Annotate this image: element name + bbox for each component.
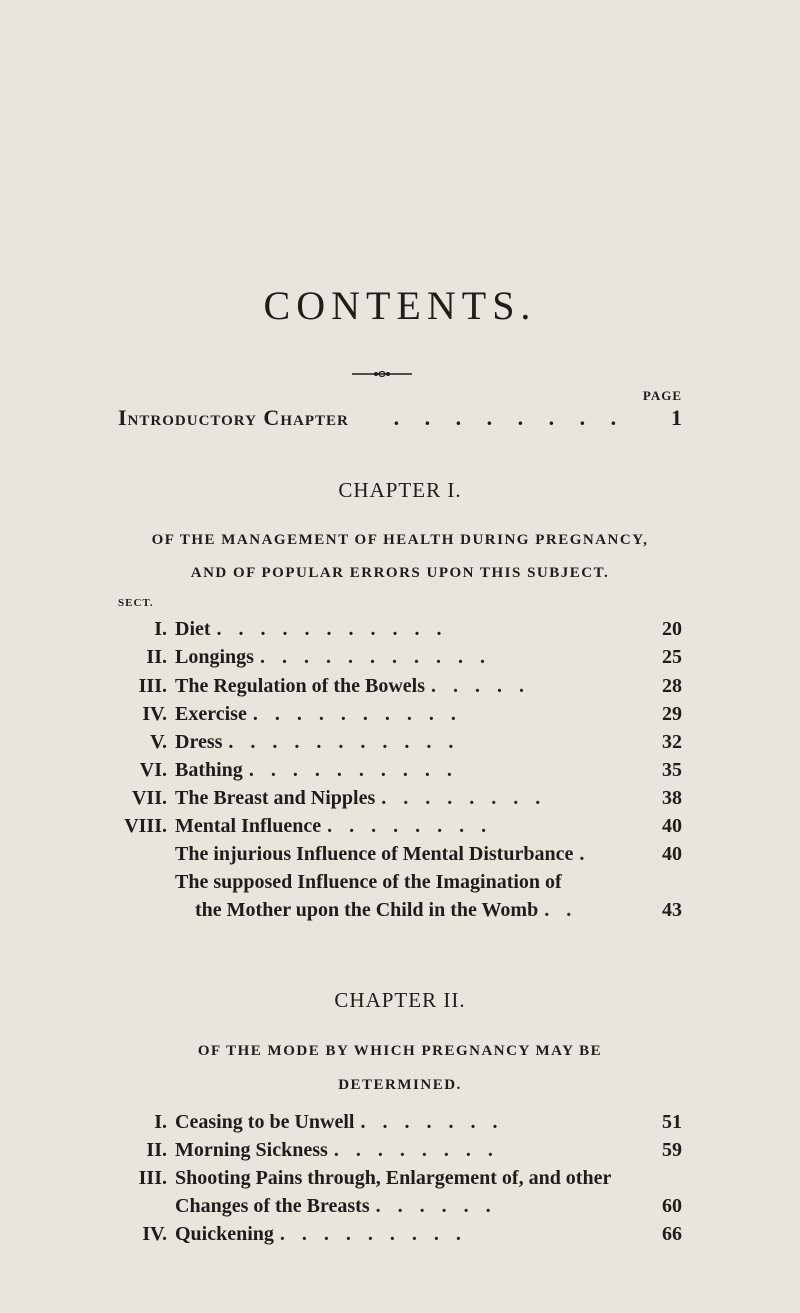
toc-entry-label: The Regulation of the Bowels bbox=[175, 675, 425, 697]
chapter-2-subtitle-line-2: DETERMINED. bbox=[338, 1077, 462, 1093]
toc-entry-number: II. bbox=[146, 646, 167, 668]
toc-entry-number: VI. bbox=[139, 759, 167, 781]
toc-entry bbox=[105, 1139, 682, 1165]
toc-entry-label: Diet bbox=[175, 618, 211, 640]
toc-entry bbox=[105, 1167, 682, 1193]
toc-leader-dots: . . bbox=[544, 899, 578, 921]
toc-entry bbox=[105, 675, 682, 701]
toc-leader-dots: . . . . . . . . . . bbox=[252, 703, 462, 725]
toc-leader-dots: . . . . . . . . . . . bbox=[259, 646, 491, 668]
toc-entry-page: 66 bbox=[662, 1223, 682, 1245]
toc-entry-label: Changes of the Breasts bbox=[175, 1195, 370, 1217]
toc-entry-page: 35 bbox=[662, 759, 682, 781]
toc-entry-number: III. bbox=[138, 675, 167, 697]
chapter-2-heading: CHAPTER II. bbox=[334, 988, 466, 1012]
toc-leader-dots: . bbox=[579, 843, 591, 865]
toc-entry-label: Bathing bbox=[175, 759, 243, 781]
toc-entry bbox=[105, 787, 682, 813]
toc-entry-number: III. bbox=[138, 1167, 167, 1189]
toc-leader-dots: . . . . . . . . bbox=[327, 815, 493, 837]
toc-entry-label: Mental Influence bbox=[175, 815, 322, 837]
toc-entry-page: 32 bbox=[662, 731, 682, 753]
toc-leader-dots: . . . . . . . . bbox=[381, 787, 547, 809]
toc-leader-dots: . . . . . . . . . . bbox=[248, 759, 458, 781]
toc-entry-label: the Mother upon the Child in the Womb bbox=[195, 899, 539, 921]
toc-leader-dots: . . . . . . . . bbox=[333, 1139, 499, 1161]
toc-subentry bbox=[175, 843, 682, 869]
toc-entry-label: Exercise bbox=[175, 703, 247, 725]
section-label: SECT. bbox=[118, 597, 154, 609]
toc-entry-page: 60 bbox=[662, 1195, 682, 1217]
toc-entry bbox=[105, 815, 682, 841]
toc-entry bbox=[105, 703, 682, 729]
toc-subentry bbox=[175, 871, 682, 897]
toc-entry-page: 43 bbox=[662, 899, 682, 921]
toc-entry-label: Shooting Pains through, Enlargement of, and other bbox=[175, 1167, 612, 1189]
toc-entry-page: 25 bbox=[662, 646, 682, 668]
toc-entry-number: I. bbox=[154, 1111, 167, 1133]
toc-entry bbox=[105, 759, 682, 785]
toc-entry bbox=[105, 731, 682, 757]
toc-entry-label: Longings bbox=[175, 646, 254, 668]
toc-entry-page: 1 bbox=[670, 405, 682, 430]
toc-leader-dots: . . . . . . . . . . . bbox=[228, 731, 460, 753]
toc-leader-dots: . . . . . . . . . bbox=[279, 1223, 467, 1245]
toc-entry-label: The injurious Influence of Mental Disturbance bbox=[175, 843, 574, 865]
toc-leader-dots: . . . . . . . bbox=[360, 1111, 504, 1133]
toc-subentry bbox=[175, 1195, 682, 1221]
toc-entry-number: II. bbox=[146, 1139, 167, 1161]
chapter-1-heading: CHAPTER I. bbox=[338, 478, 462, 502]
toc-entry-label: Quickening bbox=[175, 1223, 274, 1245]
chapter-1-subtitle-line-2: AND OF POPULAR ERRORS UPON THIS SUBJECT. bbox=[190, 565, 610, 581]
toc-entry bbox=[105, 618, 682, 644]
toc-leader-dots: . . . . . bbox=[431, 675, 530, 697]
toc-entry-label: Morning Sickness bbox=[175, 1139, 328, 1161]
page-column-header: PAGE bbox=[642, 388, 682, 403]
toc-entry-page: 28 bbox=[662, 675, 682, 697]
toc-leader-dots: . . . . . . . . bbox=[393, 405, 627, 430]
toc-entry-page: 20 bbox=[662, 618, 682, 640]
chapter-1-subtitle-line-1: OF THE MANAGEMENT OF HEALTH DURING PREGNANCY, bbox=[151, 532, 649, 548]
toc-entry-page: 51 bbox=[662, 1111, 682, 1133]
toc-entry-number: VII. bbox=[131, 787, 167, 809]
toc-entry-number: VIII. bbox=[124, 815, 167, 837]
toc-leader-dots: . . . . . . bbox=[375, 1195, 497, 1217]
toc-entry bbox=[105, 646, 682, 672]
toc-entry-number: V. bbox=[150, 731, 167, 753]
toc-entry-page: 40 bbox=[662, 843, 682, 865]
page-title: CONTENTS. bbox=[263, 283, 537, 328]
toc-entry-label: Dress bbox=[175, 731, 223, 753]
toc-entry-label: The supposed Influence of the Imagination of bbox=[175, 871, 562, 893]
chapter-2-subtitle-line-1: OF THE MODE BY WHICH PREGNANCY MAY BE bbox=[197, 1043, 603, 1059]
toc-entry-introductory bbox=[118, 405, 682, 431]
toc-leader-dots: . . . . . . . . . . . bbox=[216, 618, 448, 640]
toc-entry-label: Ceasing to be Unwell bbox=[175, 1111, 355, 1133]
toc-entry-page: 29 bbox=[662, 703, 682, 725]
toc-entry bbox=[105, 1223, 682, 1249]
toc-entry-number: IV. bbox=[142, 703, 167, 725]
toc-entry-number: IV. bbox=[142, 1223, 167, 1245]
toc-entry-label: Introductory Chapter bbox=[118, 405, 349, 430]
toc-subentry bbox=[195, 899, 682, 925]
toc-entry-page: 59 bbox=[662, 1139, 682, 1161]
ornament-divider bbox=[352, 370, 412, 378]
toc-entry-label: The Breast and Nipples bbox=[175, 787, 376, 809]
toc-entry-page: 38 bbox=[662, 787, 682, 809]
toc-entry bbox=[105, 1111, 682, 1137]
toc-entry-page: 40 bbox=[662, 815, 682, 837]
toc-entry-number: I. bbox=[154, 618, 167, 640]
